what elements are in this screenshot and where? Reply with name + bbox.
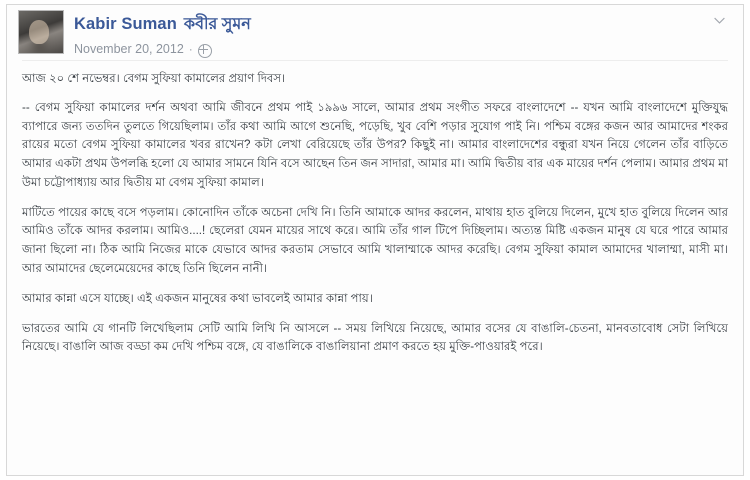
post-timestamp[interactable]: November 20, 2012 [74,42,184,56]
author-name-bn[interactable]: কবীর সুমন [183,16,251,33]
post-paragraph: -- বেগম সুফিয়া কামালের দর্শন অথবা আমি জীবনে প্রথম পাই ১৯৯৬ সালে, আমার প্রথম সংগীত সফরে বাংলাদেশে -- যখন আমি বাংলাদেশে মুক্তিযুদ্ধ ব্যাপারে জন্য ততদিন তুলতে গিয়েছিলাম। তাঁর কথা আমি আগে শুনেছি, পড়েছি, খুব বেশি পড়ার সুযোগ পাই নি। পশ্চিম বঙ্গের কজন আর আমাদের শংকর রায়ের মতো বেগম সুফিয়া কামালের খবর রাখেন? কটা লেখা বেরিয়েছে তাঁর উপর? কিছুই না। আমার বাংলাদেশের বন্ধুরা যখন নিয়ে গেলেন তাঁর বাড়িতে আমার একটা প্রথম উপলব্ধি হলো যে আমার সামনে যিনি বসে আছেন তিন জন সাদারা, আমার মা। আমি দ্বিতীয় বার এক মায়ের দর্শন পেলাম। আমার প্রথম মা উমা চট্টোপাধ্যায় আর দ্বিতীয় মা বেগম সুফিয়া কামাল। [22,100,728,189]
author-line [74,11,251,38]
globe-icon[interactable] [198,44,212,58]
divider [22,60,728,61]
post-paragraph: আজ ২০ শে নভেম্বর। বেগম সুফিয়া কামালের প্রয়াণ দিবস। [22,72,286,85]
meta-separator: · [188,42,193,56]
avatar[interactable] [18,10,64,54]
post-paragraph: ভারতের আমি যে গানটি লিখেছিলাম সেটি আমি লিখি নি আসলে -- সময় লিখিয়ে নিয়েছে, আমার বসের যে বাঙালি-চেতনা, মানবতাবোধ সেটা লিখিয়ে নিয়েছে। বাঙালি আজ বড্ডা কম দেখি পশ্চিম বঙ্গে, যে বাঙালিকে বাঙালিয়ানা প্রমাণ করতে হয় মুক্তি-পাওয়ারই পরে। [22,321,728,354]
post-header-text [74,10,251,56]
post-body [22,60,728,466]
chevron-down-icon[interactable] [713,14,726,27]
post-paragraph: মাটিতে পায়ের কাছে বসে পড়লাম। কোনোদিন তাঁকে অচেনা দেখি নি। তিনি আমাকে আদর করলেন, মাথায় হাত বুলিয়ে দিলেন, মুখে হাত বুলিয়ে দিলেন আর আমিও তাঁকে আদর করলাম। আমিও....! ছেলেরা যেমন মায়ের সাথে করে। আমি তাঁর গাল টিপে দিচ্ছিলাম। অত্যন্ত মিষ্টি একজন মানুষ যে ঘরে পারে আমার জানা ছিলো না। ঠিক আমি নিজের মাকে যেভাবে আদর করতাম সেভাবে আমি খালাম্মাকে আদর করেছি। বেগম সুফিয়া কামাল আমাদের খালাম্মা, মাসী মা। আর আমাদের ছেলেমেয়েদের কাছে তিনি ছিলেন নানী। [22,205,728,276]
post-meta [74,42,251,56]
author-name-en[interactable]: Kabir Suman [74,15,177,33]
post-header [18,10,732,58]
post-paragraph: আমার কান্না এসে যাচ্ছে। এই একজন মানুষের কথা ভাবলেই আমার কান্না পায়। [22,291,373,305]
